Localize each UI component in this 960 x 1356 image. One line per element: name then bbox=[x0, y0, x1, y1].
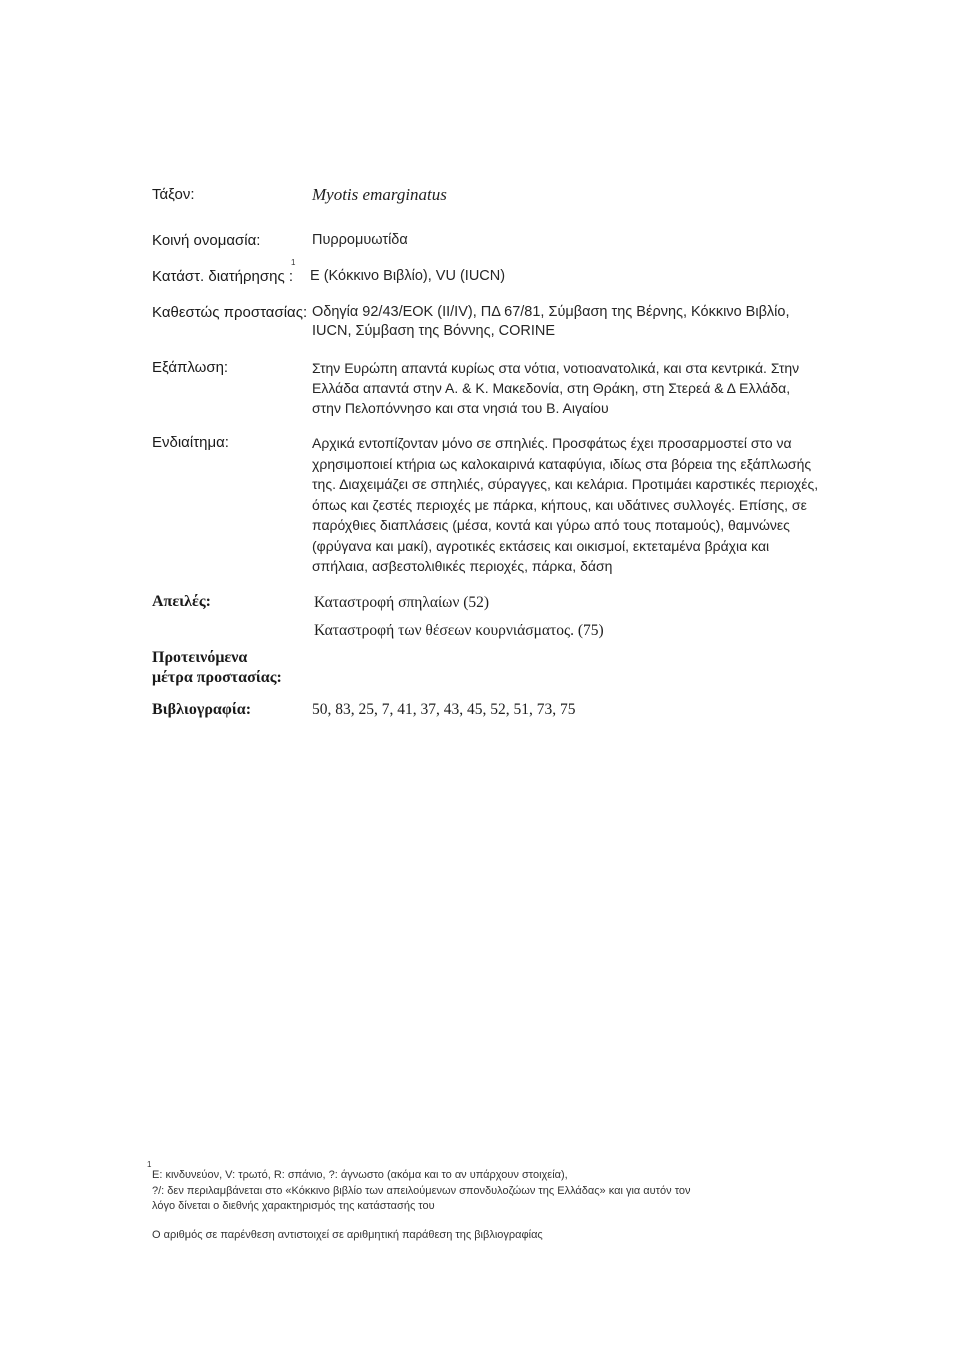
threat-item: Καταστροφή σπηλαίων (52) bbox=[314, 594, 490, 611]
common-name-label: Κοινή ονομασία: bbox=[152, 232, 261, 249]
habitat-label: Ενδιαίτημα: bbox=[152, 434, 229, 451]
threat-item: Καταστροφή των θέσεων κουρνιάσματος. (75) bbox=[314, 622, 604, 639]
distribution-line: Ελλάδα απαντά στην Α. & Κ. Μακεδονία, στη Θράκη, στη Στερεά & Δ Ελλάδα, bbox=[312, 380, 791, 396]
distribution-text bbox=[312, 358, 799, 418]
habitat-line: της. Διαχειμάζει σε σπηλιές, σύραγγες, και κελάρια. Προτιμάει καρστικές περιοχές, bbox=[312, 476, 819, 492]
footnote-line: ?/: δεν περιλαμβάνεται στο «Κόκκινο βιβλίο των απειλούμενων σπονδυλοζώων της Ελλάδας» και για αυτόν τον bbox=[152, 1185, 691, 1197]
protection-status-label: Καθεστώς προστασίας: bbox=[152, 304, 308, 321]
bibliography-label: Βιβλιογραφία: bbox=[152, 701, 252, 718]
distribution-line: Στην Ευρώπη απαντά κυρίως στα νότια, νοτιοανατολικά, και στα κεντρικά. Στην bbox=[312, 360, 800, 376]
habitat-line: παρόχθιες διαπλάσεις (μέσα, κοντά και γύρω από τους ποταμούς), θαμνώνες bbox=[312, 517, 790, 533]
threats-label: Απειλές: bbox=[152, 593, 211, 610]
footnote-marker: 1 bbox=[291, 258, 296, 267]
protection-line: Οδηγία 92/43/ΕΟΚ (II/IV), ΠΔ 67/81, Σύμβαση της Βέρνης, Κόκκινο Βιβλίο, bbox=[312, 304, 790, 320]
taxon-value: Myotis emarginatus bbox=[312, 185, 447, 204]
footnote-line: E: κινδυνεύον, V: τρωτό, R: σπάνιο, ?: άγνωστο (ακόμα και το αν υπάρχουν στοιχεία), bbox=[152, 1169, 568, 1181]
measures-label-line2: μέτρα προστασίας: bbox=[152, 669, 282, 686]
taxon-label: Τάξον: bbox=[152, 186, 195, 203]
common-name-value: Πυρρομυωτίδα bbox=[312, 232, 408, 248]
habitat-line: Αρχικά εντοπίζονταν μόνο σε σπηλιές. Προσφάτως έχει προσαρμοστεί στο να bbox=[312, 435, 792, 451]
habitat-line: σπήλαια, ασβεστολιθικές περιοχές, πάρκα, δάση bbox=[312, 558, 613, 574]
protection-line: IUCN, Σύμβαση της Βόννης, CORINE bbox=[312, 323, 556, 339]
footnote-note: Ο αριθμός σε παρένθεση αντιστοιχεί σε αριθμητική παράθεση της βιβλιογραφίας bbox=[152, 1229, 543, 1241]
distribution-label: Εξάπλωση: bbox=[152, 359, 229, 376]
bibliography-value: 50, 83, 25, 7, 41, 37, 43, 45, 52, 51, 73, 75 bbox=[312, 701, 576, 718]
conservation-status-label: Κατάστ. διατήρησης : bbox=[152, 268, 294, 285]
habitat-line: (φρύγανα και μακί), αγροτικές εκτάσεις και οικισμοί, εκτεταμένα βράχια και bbox=[312, 537, 770, 554]
conservation-status-value: E (Κόκκινο Βιβλίο), VU (IUCN) bbox=[310, 268, 506, 284]
habitat-line: όπως και ζεστές περιοχές με πάρκα, κήπους, και υδάτινες συλλογές. Επίσης, σε bbox=[312, 496, 807, 513]
protection-status-value bbox=[312, 303, 789, 341]
habitat-text bbox=[312, 433, 818, 577]
habitat-line: χρησιμοποιεί κτήρια ως καλοκαιρινά καταφύγια, ιδίως στα βόρεια της εξάπλωσής bbox=[312, 455, 812, 472]
footnote-line: λόγο δίνεται ο διεθνής χαρακτηρισμός της κατάστασής του bbox=[152, 1200, 435, 1212]
measures-label-line1: Προτεινόμενα bbox=[152, 649, 248, 666]
footnote-marker-bottom: 1 bbox=[147, 1160, 152, 1169]
distribution-line: στην Πελοπόννησο και στα νησιά του Β. Αιγαίου bbox=[312, 400, 609, 416]
